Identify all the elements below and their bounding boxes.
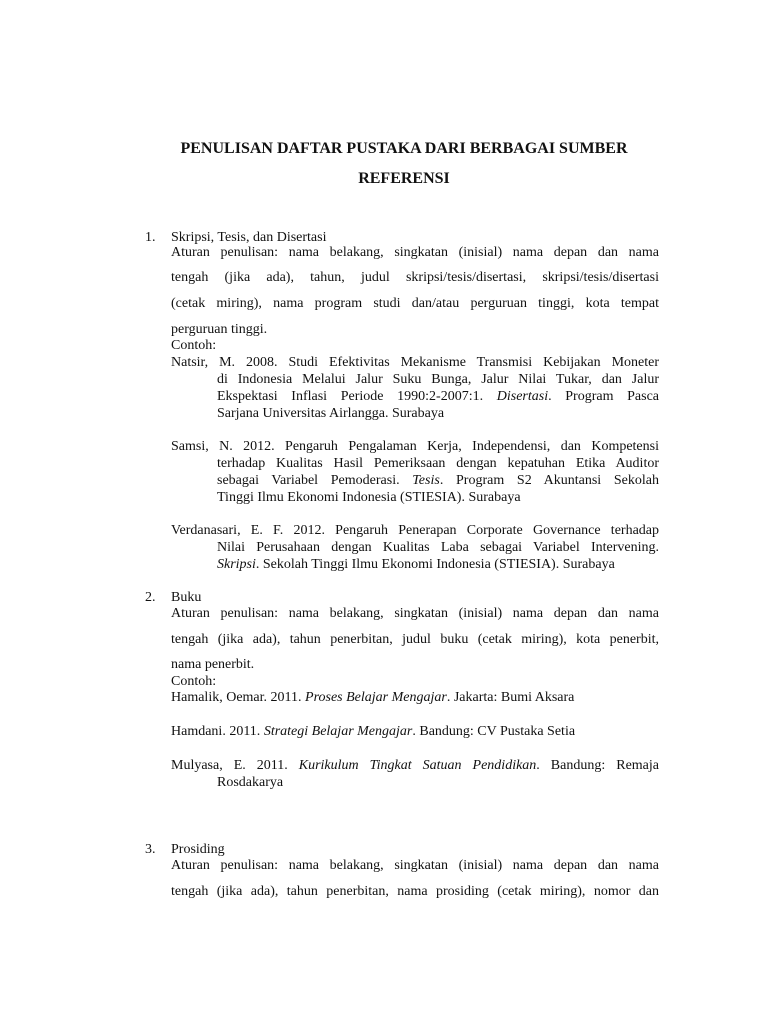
rule-line: (cetak miring), nama program studi dan/atau perguruan tinggi, kota tempat [171, 296, 659, 311]
reference-line: Natsir, M. 2008. Studi Efektivitas Mekanisme Transmisi Kebijakan Moneter [171, 355, 659, 370]
reference-line: Tinggi Ilmu Ekonomi Indonesia (STIESIA). Surabaya [217, 490, 521, 505]
section-number: 2. [145, 590, 156, 605]
rule-line: Aturan penulisan: nama belakang, singkatan (inisial) nama depan dan nama [171, 245, 659, 260]
rule-line: nama penerbit. [171, 657, 255, 672]
reference-entry: Hamdani. 2011. Strategi Belajar Mengajar. Bandung: CV Pustaka Setia [171, 724, 576, 739]
title-line-1: PENULISAN DAFTAR PUSTAKA DARI BERBAGAI SUMBER [180, 140, 628, 157]
reference-entry: Mulyasa, E. 2011. Kurikulum Tingkat Satuan Pendidikan. Bandung: Remaja [171, 758, 659, 773]
rule-line: tengah (jika ada), tahun penerbitan, judul buku (cetak miring), kota penerbit, [171, 632, 659, 647]
reference-line: Rosdakarya [217, 775, 284, 790]
document-title [120, 134, 688, 194]
reference-line: Samsi, N. 2012. Pengaruh Pengalaman Kerja, Independensi, dan Kompetensi [171, 439, 659, 454]
rule-line: Aturan penulisan: nama belakang, singkatan (inisial) nama depan dan nama [171, 606, 659, 621]
section-number: 1. [145, 230, 156, 245]
section-heading: Buku [171, 590, 202, 605]
rule-line: tengah (jika ada), tahun penerbitan, nama prosiding (cetak miring), nomor dan [171, 884, 659, 899]
reference-line: Nilai Perusahaan dengan Kualitas Laba sebagai Variabel Intervening. [217, 540, 659, 555]
title-line-2: REFERENSI [358, 170, 450, 187]
reference-line: Verdanasari, E. F. 2012. Pengaruh Penerapan Corporate Governance terhadap [171, 523, 659, 538]
section-heading: Skripsi, Tesis, dan Disertasi [171, 230, 327, 245]
reference-line: di Indonesia Melalui Jalur Suku Bunga, Jalur Nilai Tukar, dan Jalur [217, 372, 659, 387]
reference-line: sebagai Variabel Pemoderasi. Tesis. Program S2 Akuntansi Sekolah [217, 473, 659, 488]
example-label: Contoh: [171, 674, 217, 689]
rule-line: Aturan penulisan: nama belakang, singkatan (inisial) nama depan dan nama [171, 858, 659, 873]
rule-line: perguruan tinggi. [171, 322, 268, 337]
reference-line: Skripsi. Sekolah Tinggi Ilmu Ekonomi Indonesia (STIESIA). Surabaya [217, 557, 615, 572]
section-heading: Prosiding [171, 842, 225, 857]
reference-line: Ekspektasi Inflasi Periode 1990:2-2007:1. Disertasi. Program Pasca [217, 389, 659, 404]
example-label: Contoh: [171, 338, 217, 353]
reference-line: Sarjana Universitas Airlangga. Surabaya [217, 406, 445, 421]
section-number: 3. [145, 842, 156, 857]
rule-line: tengah (jika ada), tahun, judul skripsi/tesis/disertasi, skripsi/tesis/disertasi [171, 270, 659, 285]
reference-entry: Hamalik, Oemar. 2011. Proses Belajar Mengajar. Jakarta: Bumi Aksara [171, 690, 575, 705]
reference-line: terhadap Kualitas Hasil Pemeriksaan dengan kepatuhan Etika Auditor [217, 456, 659, 471]
